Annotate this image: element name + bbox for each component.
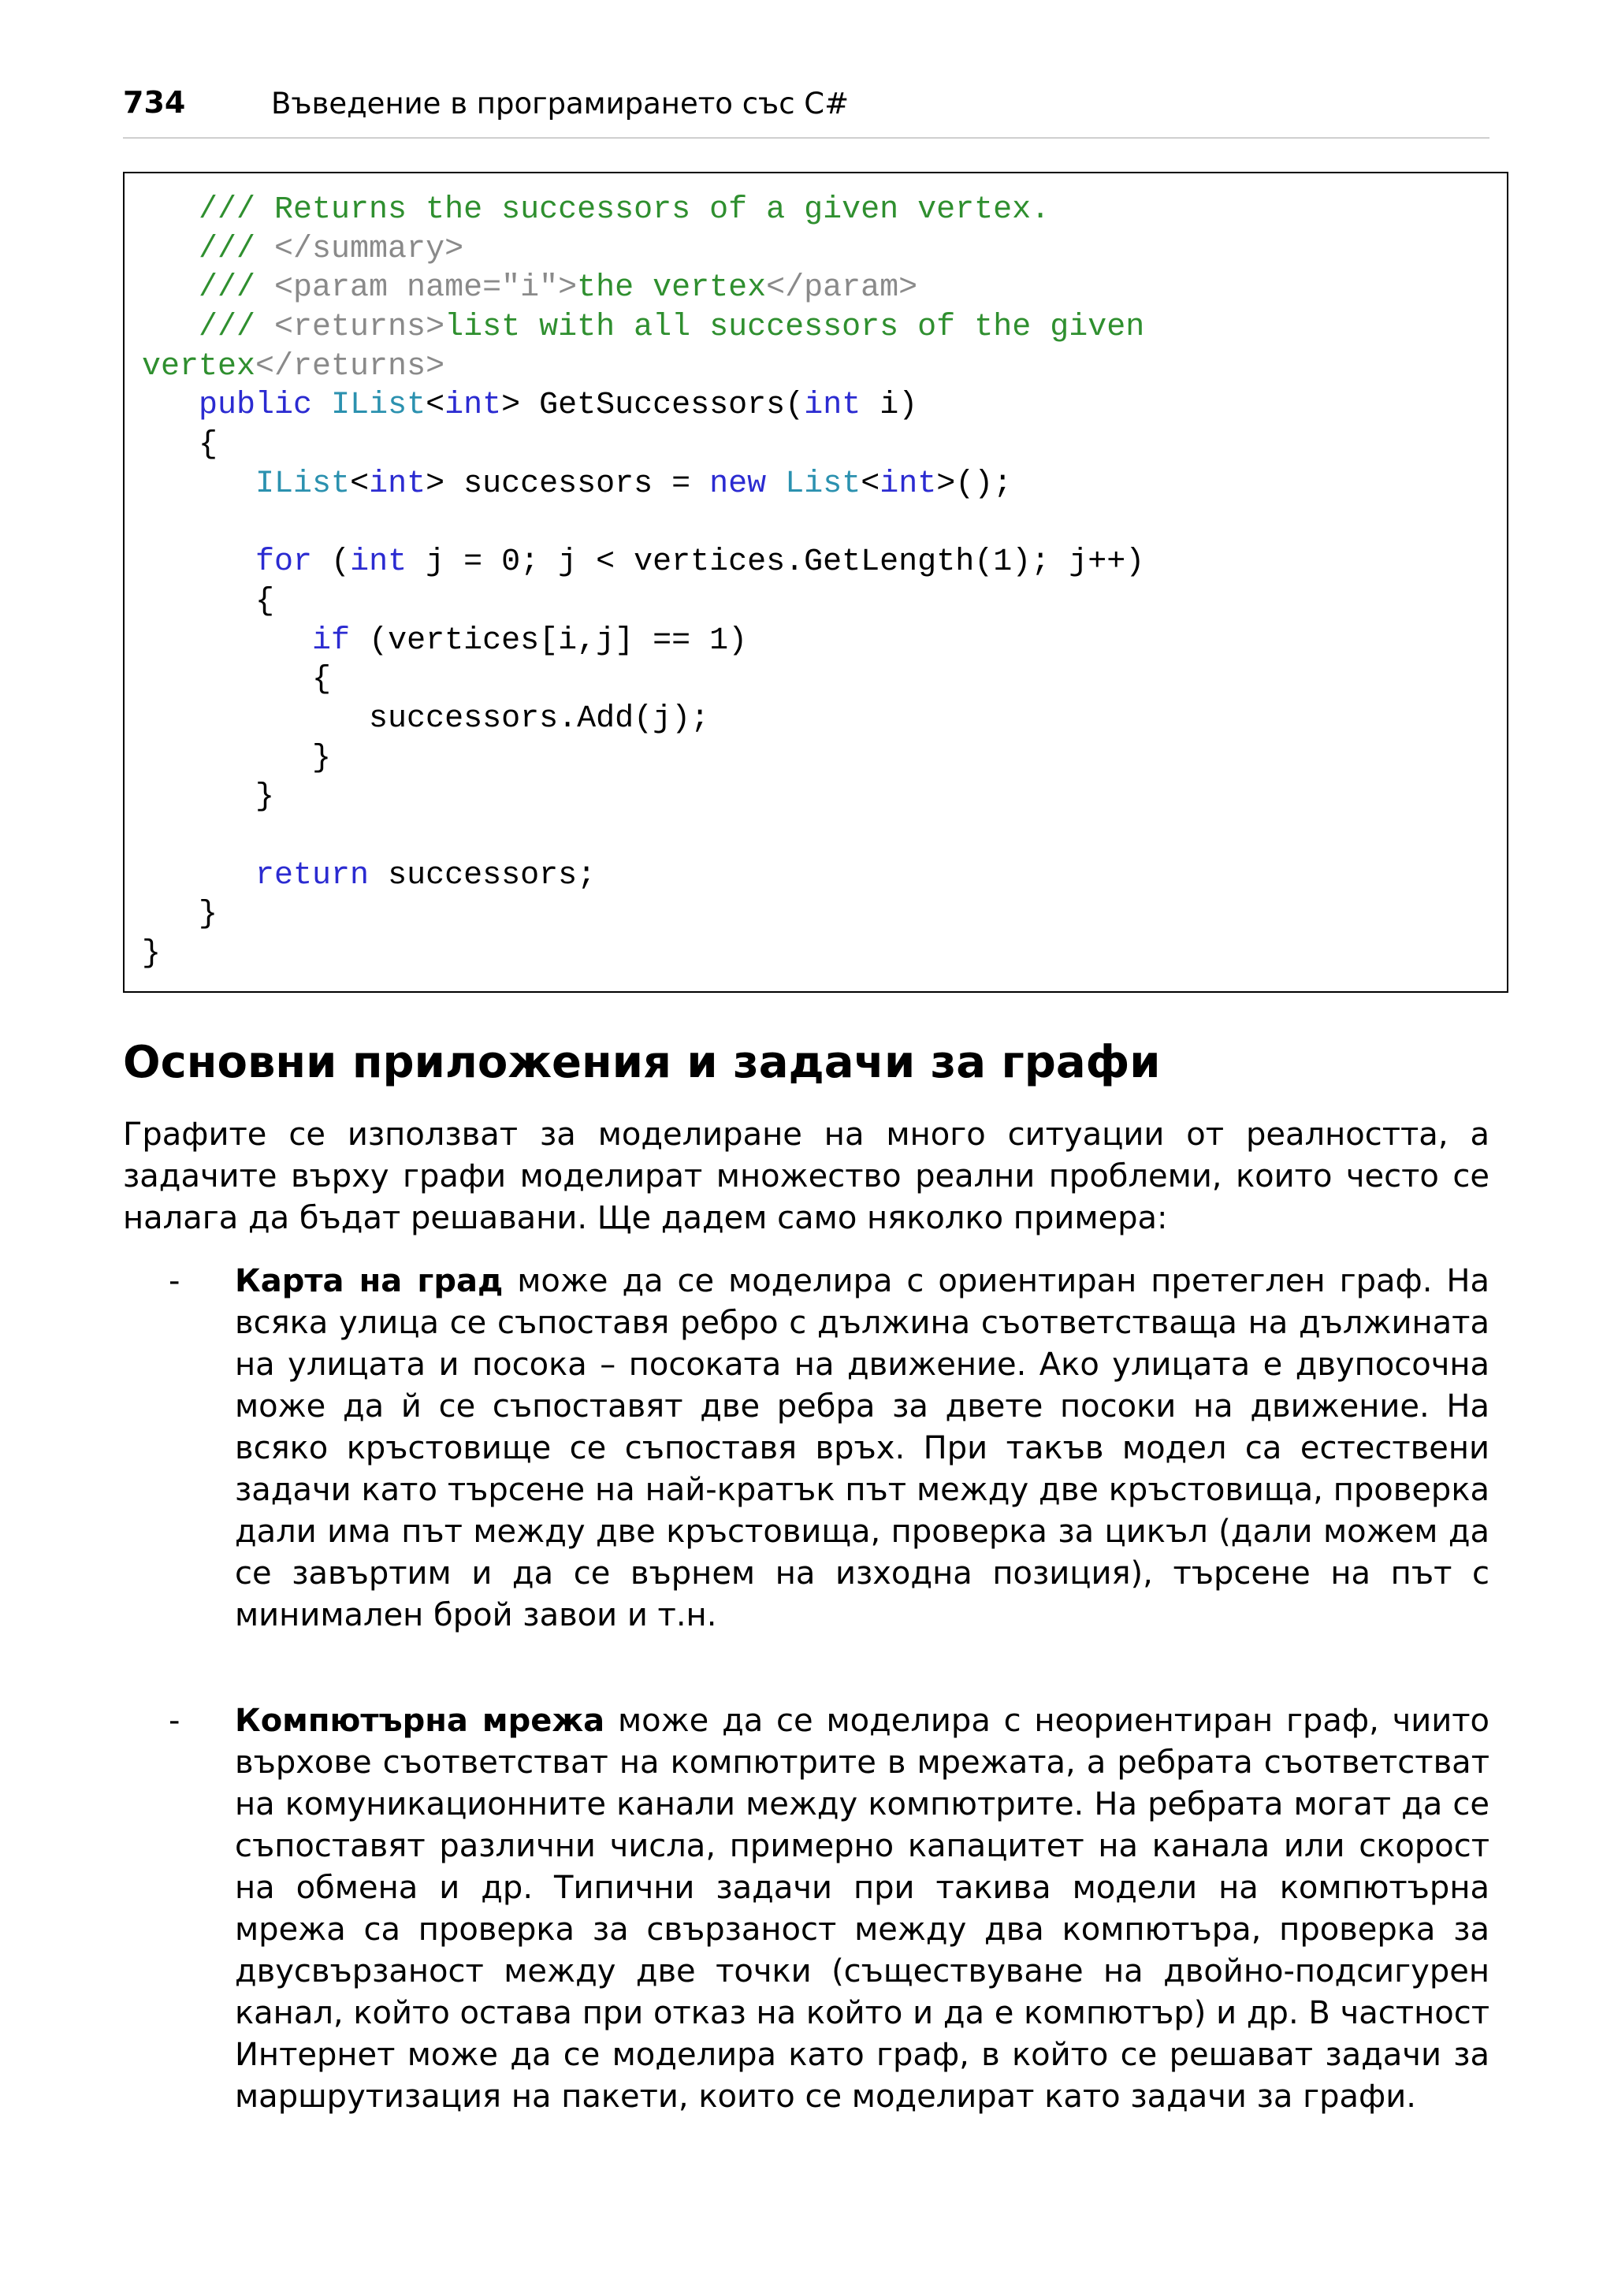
book-title: Въведение в програмирането със C# — [271, 87, 850, 121]
code-token: < — [426, 388, 445, 424]
page-header — [123, 77, 1489, 139]
code-token — [142, 388, 199, 423]
list-item-term: Карта на град — [235, 1263, 504, 1299]
code-line — [142, 347, 1144, 387]
code-token: j = 0; j < vertices.GetLength(1); j++) — [407, 544, 1145, 581]
code-token: </returns> — [255, 348, 445, 385]
code-token: successors.Add(j); — [142, 700, 710, 737]
intro-paragraph: Графите се използват за моделиране на много ситуации от реалността, а задачите върху графи моделират множество реални проблеми, които често се налага да бъдат решавани. Ще дадем само няколко примера: — [123, 1116, 1489, 1236]
code-token: vertex — [142, 348, 256, 385]
code-listing — [123, 172, 1508, 993]
code-token: int — [804, 388, 861, 424]
code-line — [142, 191, 1144, 230]
code-token: list with all successors of the given — [444, 310, 1145, 346]
code-line — [142, 465, 1144, 504]
code-token: i) — [861, 388, 918, 424]
code-line — [142, 660, 1144, 700]
code-line — [142, 269, 1144, 308]
code-token: /// — [142, 310, 275, 346]
code-token: { — [142, 583, 275, 619]
code-line — [142, 856, 1144, 896]
code-line — [142, 934, 1144, 974]
code-token: for — [255, 544, 313, 581]
list-item-city-map — [235, 1261, 1489, 1637]
code-token: /// — [142, 270, 275, 307]
code-line — [142, 308, 1144, 347]
code-token: IList — [255, 466, 351, 502]
code-token: <param name="i"> — [274, 270, 578, 307]
code-token — [142, 544, 255, 580]
code-line — [142, 543, 1144, 582]
code-token: (vertices[i,j] == 1) — [350, 622, 748, 659]
code-token: ( — [312, 544, 351, 581]
code-token: } — [142, 779, 275, 815]
code-token: { — [142, 427, 218, 463]
list-item-dash: - — [169, 1263, 180, 1299]
code-token: } — [142, 740, 332, 776]
list-item-term: Компютърна мрежа — [235, 1703, 605, 1739]
page-number: 734 — [123, 85, 186, 120]
code-token: /// Returns the successors of a given vertex. — [142, 192, 1051, 228]
code-token: IList — [331, 388, 426, 424]
code-line — [142, 622, 1144, 661]
code-token: /// — [142, 231, 275, 267]
code-token — [142, 623, 312, 659]
code-token: > GetSuccessors( — [501, 388, 805, 424]
code-line — [142, 504, 1144, 544]
code-line — [142, 778, 1144, 817]
code-token: > successors = — [426, 466, 710, 502]
code-token: < — [861, 466, 880, 502]
code-line — [142, 230, 1144, 269]
list-item-text: може да се моделира с ориентиран претеглен граф. На всяка улица се съпоставя ребро с дължина съответстваща на дължината на улицата и посока – посоката на движение. Ако улицата е двупосочна може да й се съпоставят две ребра за двете посоки на движение. На всяко кръстовище се съпоставя връх. При такъв модел са естествени задачи като търсене на най-кратък път между две кръстовища, проверка дали има път между две кръстовища, проверка за цикъл (дали можем да се завъртим и да се върнем на изходна позиция), търсене на път с минимален брой завои и т.н. — [235, 1263, 1489, 1633]
code-token: int — [350, 544, 407, 581]
code-token: </summary> — [274, 231, 464, 267]
code-token: < — [350, 466, 370, 502]
code-token: </param> — [766, 270, 918, 307]
code-line — [142, 582, 1144, 622]
code-token: } — [142, 897, 218, 933]
code-token: { — [142, 662, 332, 698]
code-token — [142, 858, 255, 894]
section-heading: Основни приложения и задачи за графи — [123, 1037, 1161, 1088]
list-item-computer-network — [235, 1700, 1489, 2118]
code-token: int — [369, 466, 426, 502]
code-token: int — [444, 388, 502, 424]
code-token: } — [142, 936, 162, 972]
code-token: <returns> — [274, 310, 445, 346]
code-line — [142, 895, 1144, 934]
code-token: successors; — [369, 857, 597, 894]
code-line — [142, 700, 1144, 739]
code-lines — [142, 191, 1144, 974]
code-token: return — [255, 857, 370, 894]
code-token: the vertex — [577, 270, 767, 307]
code-token: int — [880, 466, 937, 502]
code-token: new — [709, 466, 767, 502]
list-item-dash: - — [169, 1703, 180, 1739]
list-item-text: може да се моделира с неориентиран граф, чиито върхове съответстват на компютрите в мрежата, а ребрата съответстват на комуникационните канали между компютрите. На ребрата могат да се съпоставят различни числа, примерно капацитет на канала или скорост на обмена и др. Типични задачи при такива модели на компютърна мрежа са проверка за свързаност между два компютъра, проверка за двусвързаност между две точки (съществуване на двойно-подсигурен канал, който остава при отказ на който и да е компютър) и др. В частност Интернет може да се моделира като граф, в който се решават задачи за маршрутизация на пакети, които се моделират като задачи за графи. — [235, 1703, 1489, 2115]
code-token: List — [785, 466, 861, 502]
code-token: >(); — [936, 466, 1013, 502]
code-token: if — [312, 622, 351, 659]
code-line — [142, 425, 1144, 465]
code-token — [142, 466, 255, 502]
code-token — [312, 388, 331, 423]
code-line — [142, 386, 1144, 425]
code-line — [142, 817, 1144, 856]
code-token: public — [199, 388, 313, 424]
code-token — [766, 466, 785, 502]
code-line — [142, 739, 1144, 778]
